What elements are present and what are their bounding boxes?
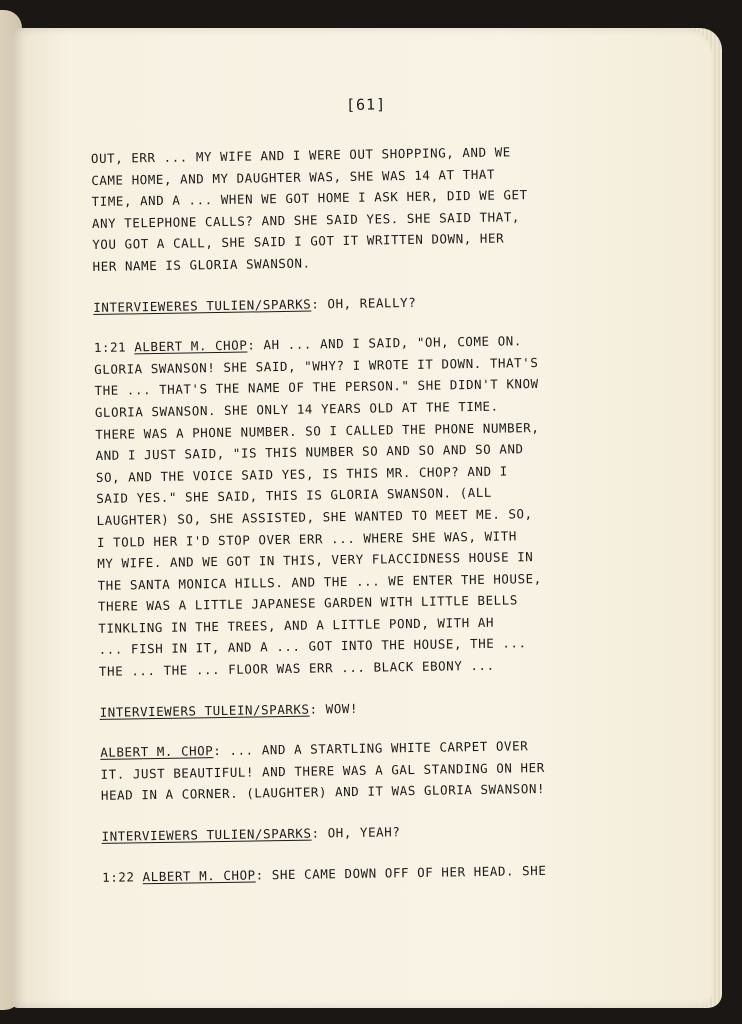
speaker-line	[93, 288, 633, 318]
transcript-paragraph	[93, 288, 633, 318]
text-line: GLORIA SWANSON! SHE SAID, "WHY? I WROTE IT DOWN. THAT'S	[94, 354, 539, 377]
transcript-paragraph	[102, 858, 642, 888]
speaker-name: INTERVIEWERS TULEIN/SPARKS	[99, 701, 310, 720]
speaker-line-text: : AH ... AND I SAID, "OH, COME ON.	[247, 333, 522, 353]
transcript-paragraph	[91, 140, 633, 278]
text-line: SO, AND THE VOICE SAID YES, IS THIS MR. CHOP? AND I	[95, 463, 508, 485]
speaker-name: ALBERT M. CHOP	[100, 743, 214, 761]
speaker-line	[101, 817, 641, 847]
page-number: [61]	[345, 95, 387, 114]
transcript-paragraph	[101, 817, 641, 847]
transcript-body	[91, 140, 643, 889]
speaker-name: ALBERT M. CHOP	[134, 337, 248, 355]
text-line: ANY TELEPHONE CALLS? AND SHE SAID YES. SHE SAID THAT,	[91, 209, 521, 231]
text-line: ... FISH IN IT, AND A ... GOT INTO THE HOUSE, THE ...	[98, 635, 527, 658]
text-line: THE ... THAT'S THE NAME OF THE PERSON." SHE DIDN'T KNOW	[94, 376, 539, 399]
text-line: TINKLING IN THE TREES, AND A LITTLE POND, WITH AH	[98, 614, 495, 636]
transcript-paragraph	[94, 329, 639, 683]
timestamp: 1:22	[102, 868, 143, 885]
text-line: THERE WAS A PHONE NUMBER. SO I CALLED THE PHONE NUMBER,	[95, 419, 540, 442]
transcript-paragraph	[99, 693, 639, 723]
page-text	[90, 92, 643, 908]
speaker-line-text: : OH, YEAH?	[311, 824, 401, 841]
text-line: THERE WAS A LITTLE JAPANESE GARDEN WITH LITTLE BELLS	[97, 592, 518, 615]
text-line: CAME HOME, AND MY DAUGHTER WAS, SHE WAS 14 AT THAT	[91, 166, 496, 188]
speaker-name: INTERVIEWERES TULIEN/SPARKS	[93, 296, 312, 315]
text-line: THE ... THE ... FLOOR WAS ERR ... BLACK EBONY ...	[98, 657, 495, 679]
speaker-line-text: : SHE CAME DOWN OFF OF HER HEAD. SHE	[255, 862, 547, 883]
timestamp: 1:21	[93, 339, 135, 356]
text-line: TIME, AND A ... WHEN WE GOT HOME I ASK HER, DID WE GET	[91, 187, 528, 210]
text-line: YOU GOT A CALL, SHE SAID I GOT IT WRITTEN DOWN, HER	[92, 230, 505, 253]
text-line: GLORIA SWANSON. SHE ONLY 14 YEARS OLD AT THE TIME.	[94, 398, 499, 420]
text-line: HEAD IN A CORNER. (LAUGHTER) AND IT WAS GLORIA SWANSON!	[100, 781, 546, 804]
text-line: SAID YES." SHE SAID, THIS IS GLORIA SWANSON. (ALL	[96, 485, 493, 507]
text-line: I TOLD HER I'D STOP OVER ERR ... WHERE SHE WAS, WITH	[96, 527, 517, 550]
book-page	[12, 28, 712, 1008]
text-line: MY WIFE. AND WE GOT IN THIS, VERY FLACCIDNESS HOUSE IN	[97, 549, 534, 572]
text-line: IT. JUST BEAUTIFUL! AND THERE WAS A GAL STANDING ON HER	[100, 759, 545, 782]
text-line: THE SANTA MONICA HILLS. AND THE ... WE ENTER THE HOUSE,	[97, 570, 542, 593]
text-line: AND I JUST SAID, "IS THIS NUMBER SO AND SO AND SO AND	[95, 441, 524, 464]
speaker-line-text: : ... AND A STARTLING WHITE CARPET OVER	[213, 738, 529, 759]
speaker-line-text: : WOW!	[309, 700, 359, 717]
transcript-paragraph	[100, 734, 641, 807]
text-line: LAUGHTER) SO, SHE ASSISTED, SHE WANTED TO MEET ME. SO,	[96, 506, 533, 528]
text-line: HER NAME IS GLORIA SWANSON.	[92, 255, 311, 274]
speaker-name: ALBERT M. CHOP	[142, 867, 256, 884]
speaker-name: INTERVIEWERS TULIEN/SPARKS	[101, 825, 312, 844]
text-line: OUT, ERR ... MY WIFE AND I WERE OUT SHOPPING, AND WE	[90, 144, 511, 166]
speaker-line	[102, 858, 642, 888]
speaker-line-text: : OH, REALLY?	[311, 294, 417, 312]
speaker-line	[99, 693, 639, 723]
